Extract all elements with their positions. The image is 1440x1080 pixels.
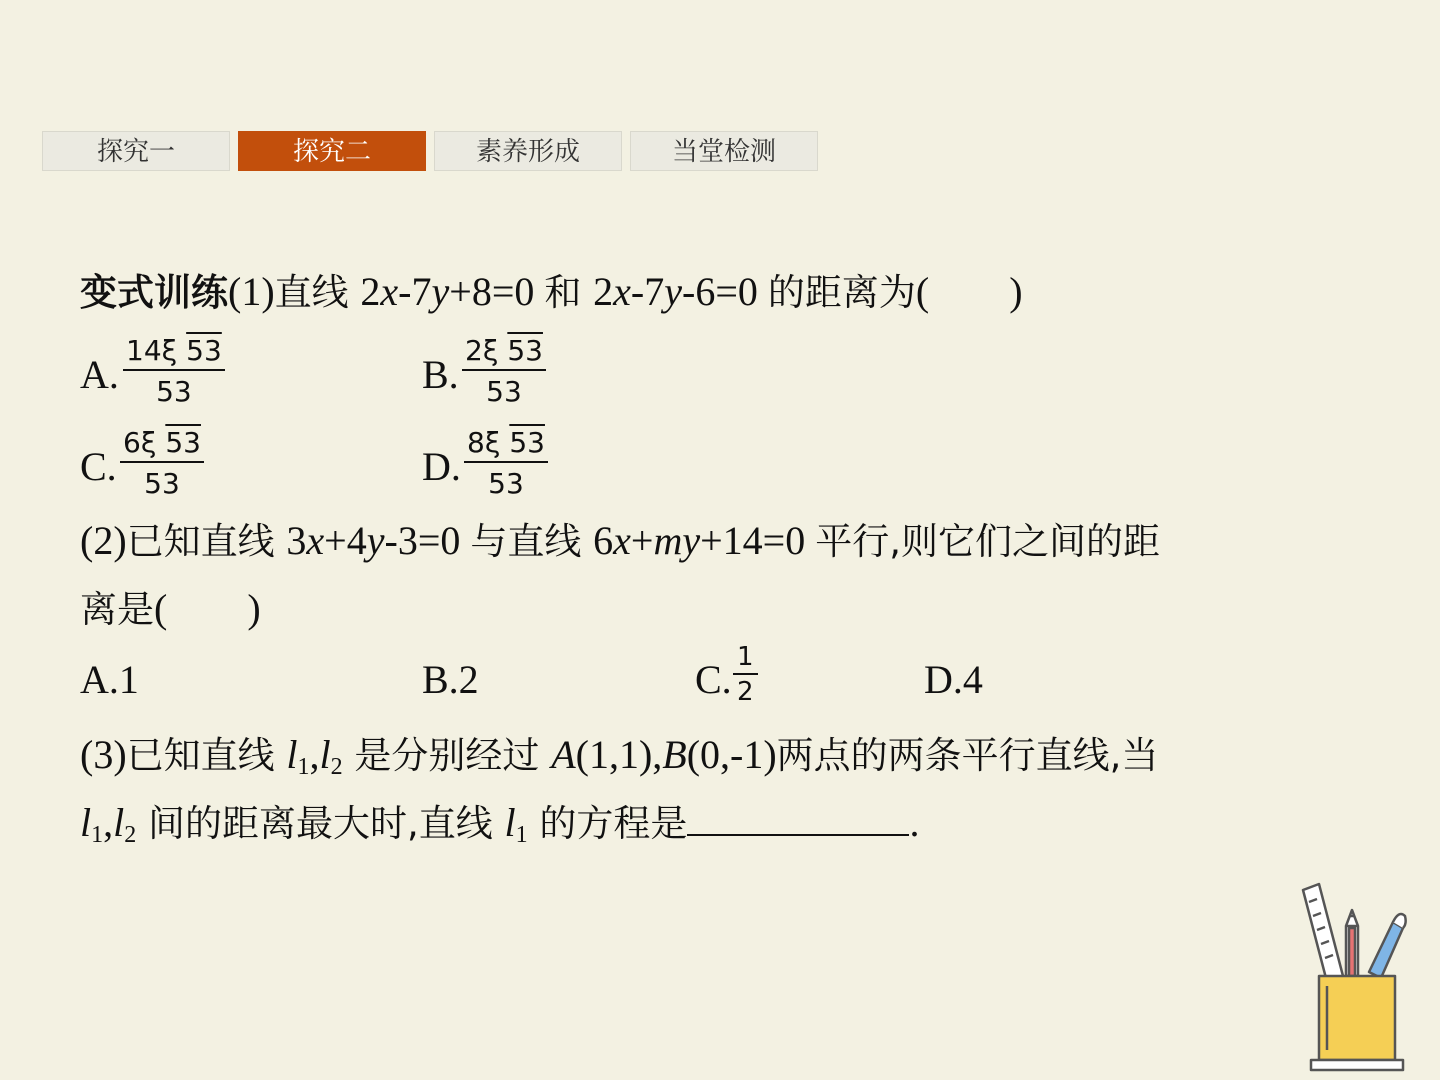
q2-stem-line1: (2)已知直线 3x+4y-3=0 与直线 6x+my+14=0 平行,则它们之间的距 — [80, 518, 1161, 563]
q1-option-d-label: D. — [422, 444, 461, 489]
q1-option-d-fraction: $\frac{8\xi 53}{53}$ — [464, 426, 548, 500]
q2-option-c-fraction: $\frac{1}{2}$ — [733, 642, 758, 707]
tab-class-test[interactable]: 当堂检测 — [630, 131, 818, 171]
tab-literacy[interactable]: 素养形成 — [434, 131, 622, 171]
q1-option-a-fraction: $\frac{14\xi 53}{53}$ — [123, 334, 225, 408]
q3-stem-line1: (3)已知直线 $l_1,l_2$ 是分别经过 A(1,1),B(0,-1)两点的两条平行直线,当 — [80, 732, 1159, 780]
q1-stem: 变式训练(1)直线 2x-7y+8=0 和 2x-7y-6=0 的距离为( ) — [80, 269, 1023, 314]
q1-option-c-fraction: $\frac{6\xi 53}{53}$ — [120, 426, 204, 500]
tab-explore-1[interactable]: 探究一 — [42, 131, 230, 171]
q2-option-c-label: C. — [695, 657, 732, 702]
q1-option-c-label: C. — [80, 444, 117, 489]
tab-explore-2[interactable]: 探究二 — [238, 131, 426, 171]
q1-option-a-label: A. — [80, 352, 119, 397]
exercise-label: 变式训练 — [80, 271, 228, 314]
q1-option-b-label: B. — [422, 352, 459, 397]
section-tabs — [42, 131, 818, 171]
q1-option-b-fraction: $\frac{2\xi 53}{53}$ — [462, 334, 546, 408]
q3-stem-line2: $l_1,l_2$ 间的距离最大时,直线 $l_1$ 的方程是 . — [80, 800, 920, 848]
pencil-holder-icon — [1295, 880, 1420, 1080]
q2-option-b: B.2 — [422, 657, 479, 702]
q2-option-a: A.1 — [80, 657, 139, 702]
q2-option-d: D.4 — [924, 657, 983, 702]
answer-blank[interactable] — [687, 804, 909, 836]
q2-stem-line2: 离是( ) — [80, 586, 261, 631]
